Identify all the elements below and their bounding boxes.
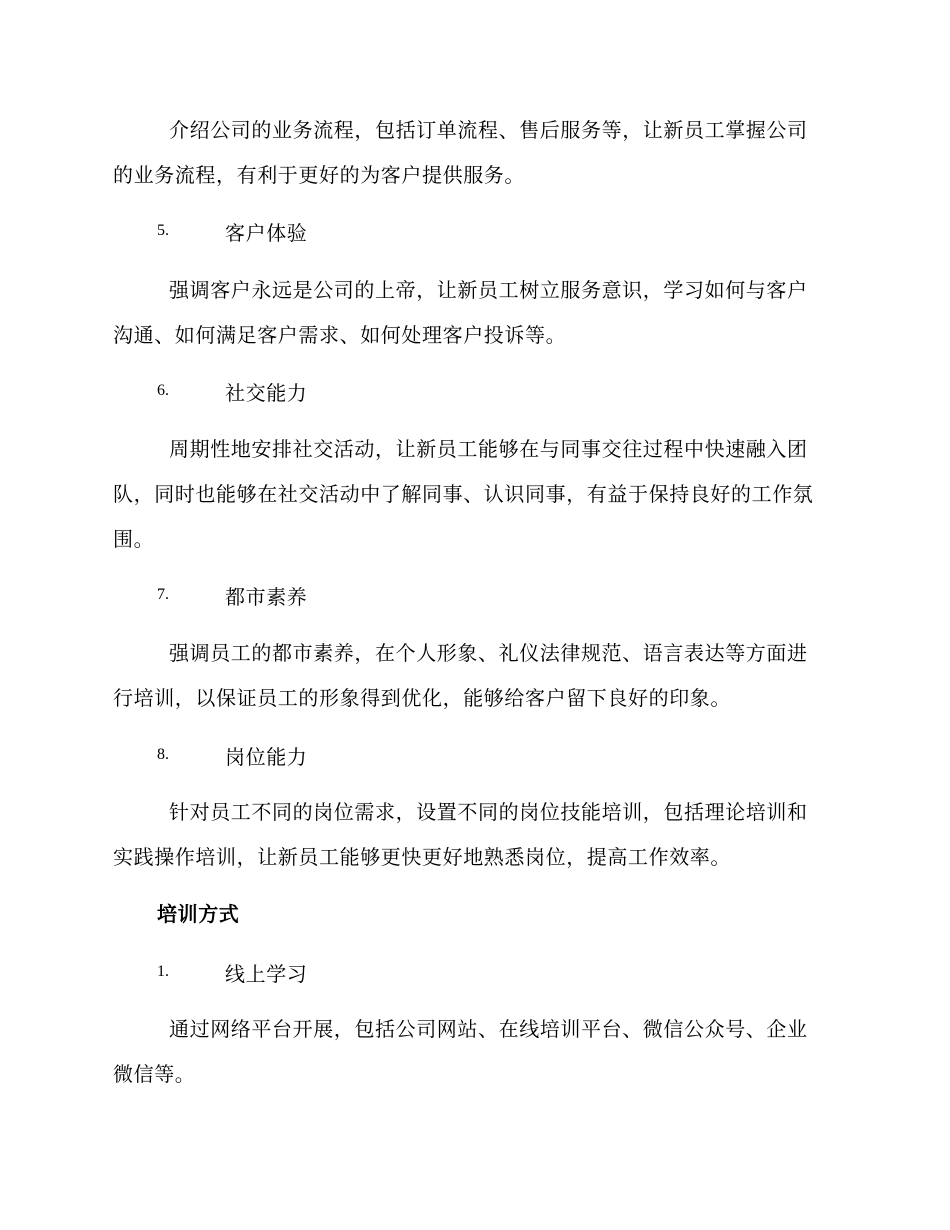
- list-item-title: 客户体验: [225, 220, 308, 245]
- paragraph-social-skills: 周期性地安排社交活动，让新员工能够在与同事交往过程中快速融入团队，同时也能够在社交活动中了解同事、认识同事，有益于保持良好的工作氛围。: [113, 437, 814, 551]
- list-item-online-learning: [157, 957, 307, 987]
- list-item-post-skills: [157, 740, 307, 770]
- list-item-title: 都市素养: [225, 584, 308, 609]
- list-number: 6.: [157, 382, 169, 399]
- list-item-title: 社交能力: [225, 380, 308, 405]
- list-item-title: 岗位能力: [225, 744, 308, 769]
- paragraph-urban-literacy: 强调员工的都市素养，在个人形象、礼仪法律规范、语言表达等方面进行培训，以保证员工的形象得到优化，能够给客户留下良好的印象。: [113, 641, 808, 710]
- list-item-urban-literacy: [157, 580, 307, 610]
- list-number: 1.: [157, 963, 169, 980]
- list-number: 8.: [157, 746, 169, 763]
- paragraph-post-skills: 针对员工不同的岗位需求，设置不同的岗位技能培训，包括理论培训和实践操作培训，让新员工能够更快更好地熟悉岗位，提高工作效率。: [113, 800, 808, 869]
- paragraph-online-learning: 通过网络平台开展，包括公司网站、在线培训平台、微信公众号、企业微信等。: [113, 1017, 808, 1086]
- list-item-title: 线上学习: [225, 961, 308, 986]
- list-number: 7.: [157, 586, 169, 603]
- list-item-customer-experience: [157, 216, 307, 246]
- list-number: 5.: [157, 222, 169, 239]
- section-heading-training-methods: 培训方式: [157, 902, 240, 926]
- list-item-social-skills: [157, 376, 307, 406]
- paragraph-customer-experience: 强调客户永远是公司的上帝，让新员工树立服务意识，学习如何与客户沟通、如何满足客户需求、如何处理客户投诉等。: [113, 278, 808, 347]
- paragraph-business-process: 介绍公司的业务流程，包括订单流程、售后服务等，让新员工掌握公司的业务流程，有利于更好的为客户提供服务。: [113, 118, 808, 187]
